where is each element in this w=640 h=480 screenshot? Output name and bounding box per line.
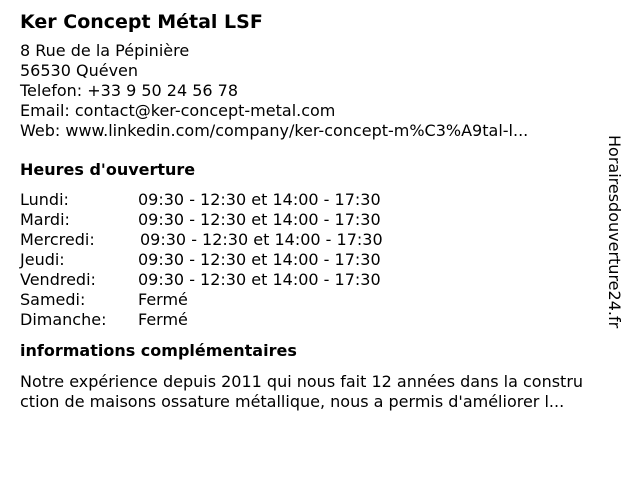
address-city: 56530 Quéven [20,61,139,80]
additional-info-heading: informations complémentaires [20,341,297,360]
phone-number: Telefon: +33 9 50 24 56 78 [20,81,239,100]
additional-info-line: Notre expérience depuis 2011 qui nous fait 12 années dans la constru [20,372,584,391]
additional-info-text [20,372,630,412]
site-watermark: Horairesdouverture24.fr [605,135,624,329]
business-name: Ker Concept Métal LSF [20,11,263,33]
hours-time-value: Fermé [138,310,188,329]
hours-row-tuesday [20,210,610,230]
hours-time-value: 09:30 - 12:30 et 14:00 - 17:30 [138,250,381,269]
address-street: 8 Rue de la Pépinière [20,41,190,60]
hours-time-value: 09:30 - 12:30 et 14:00 - 17:30 [138,270,381,289]
email-address: Email: contact@ker-concept-metal.com [20,101,336,120]
hours-row-sunday [20,310,610,330]
website-link[interactable]: Web: www.linkedin.com/company/ker-concept-m%C3%A9tal-l... [20,121,529,140]
hours-row-monday [20,190,610,210]
hours-row-saturday [20,290,610,310]
hours-time-value: 09:30 - 12:30 et 14:00 - 17:30 [138,190,381,209]
hours-day-label: Dimanche: [20,310,107,329]
hours-time-value: 09:30 - 12:30 et 14:00 - 17:30 [140,230,383,249]
hours-time-value: Fermé [138,290,188,309]
hours-row-wednesday [20,230,610,250]
opening-hours-heading: Heures d'ouverture [20,160,196,179]
additional-info-line: ction de maisons ossature métallique, nous a permis d'améliorer l... [20,392,565,411]
business-card [20,10,610,412]
hours-day-label: Mardi: [20,210,70,229]
hours-day-label: Mercredi: [20,230,95,249]
hours-time-value: 09:30 - 12:30 et 14:00 - 17:30 [138,210,381,229]
opening-hours-table [20,190,610,330]
hours-day-label: Jeudi: [20,250,65,269]
hours-row-friday [20,270,610,290]
hours-row-thursday [20,250,610,270]
hours-day-label: Samedi: [20,290,86,309]
hours-day-label: Lundi: [20,190,69,209]
hours-day-label: Vendredi: [20,270,96,289]
